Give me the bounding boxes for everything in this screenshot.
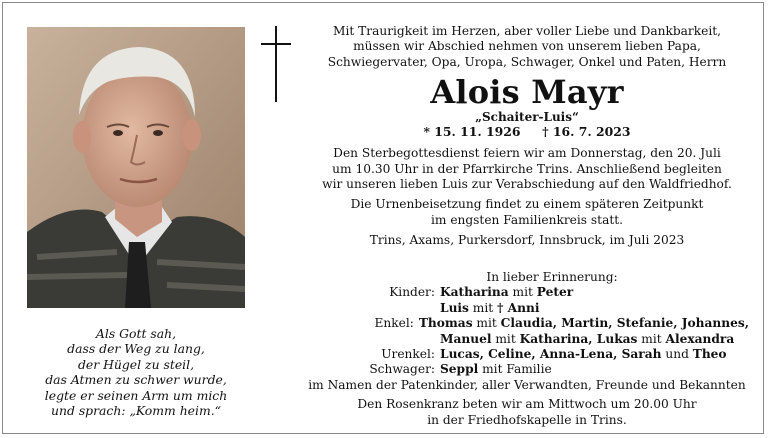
children-label: Kinder: (389, 285, 435, 300)
family-name: Katharina, Lukas (519, 331, 638, 346)
family-name: Lucas, Celine, Anna-Lena, Sarah (440, 347, 662, 362)
grandchildren-label: Enkel: (374, 316, 414, 331)
intro-line: Schwiegervater, Opa, Uropa, Schwager, Onkel und Paten, Herrn (327, 54, 727, 69)
family-joiner: mit (472, 316, 501, 331)
service-line: um 10.30 Uhr in der Pfarrkirche Trins. Anschließend begleiten (332, 161, 722, 176)
poem-line: der Hügel zu steil, (77, 356, 195, 372)
cross-icon (261, 24, 291, 104)
poem-line: legte er seinen Arm um mich (44, 387, 228, 403)
family-list (305, 270, 749, 428)
family-joiner: mit (491, 331, 520, 346)
poem (27, 326, 245, 418)
family-name: Katharina (440, 285, 509, 300)
life-dates (305, 124, 749, 140)
family-joiner: mit (468, 300, 498, 315)
urn-line: im engsten Familienkreis statt. (430, 212, 624, 227)
urn-line: Die Urnenbeisetzung findet zu einem späteren Zeitpunkt (350, 197, 704, 212)
urn-paragraph (305, 197, 749, 228)
portrait-photo (27, 27, 245, 308)
poem-line: und sprach: „Komm heim.“ (50, 403, 221, 419)
brother-in-law-label: Schwager: (369, 362, 435, 377)
intro-line: Mit Traurigkeit im Herzen, aber voller Liebe und Dankbarkeit, (332, 24, 722, 38)
family-name: Alexandra (665, 331, 735, 346)
family-name: Theo (692, 347, 727, 362)
family-row-children (305, 285, 749, 300)
family-name: Luis (440, 300, 469, 315)
service-paragraph (305, 146, 749, 192)
rosary-line: in der Friedhofskapelle in Trins. (427, 412, 627, 427)
family-name: Peter (536, 285, 574, 300)
great-grandchildren-label: Urenkel: (381, 347, 435, 362)
in-memory-heading: In lieber Erinnerung: (486, 270, 618, 284)
poem-line: das Atmen zu schwer wurde, (45, 372, 227, 388)
rosary-line: Den Rosenkranz beten wir am Mittwoch um 20.00 Uhr (357, 397, 697, 412)
family-name: † Anni (497, 300, 540, 315)
birth-date: * 15. 11. 1926 (423, 124, 521, 140)
deceased-name: Alois Mayr (430, 73, 624, 112)
family-joiner: mit Familie (478, 362, 552, 377)
death-date: † 16. 7. 2023 (542, 124, 631, 140)
family-row-children (305, 301, 749, 316)
family-joiner: mit (508, 285, 537, 300)
intro-line: müssen wir Abschied nehmen von unserem lieben Papa, (353, 39, 701, 54)
family-row-grandchildren (305, 316, 749, 331)
service-line: Den Sterbegottesdienst feiern wir am Donnerstag, den 20. Juli (333, 146, 721, 161)
family-name: Thomas (418, 316, 473, 331)
family-joiner: und (661, 347, 693, 362)
family-name: Claudia, Martin, Stefanie, Johannes, (500, 316, 749, 331)
family-joiner: mit (637, 331, 666, 346)
notice-text (305, 24, 749, 249)
closing-line: im Namen der Patenkinder, aller Verwandten, Freunde und Bekannten (308, 377, 746, 392)
nickname: „Schaiter-Luis“ (475, 110, 579, 125)
family-row-great-grandchildren (305, 347, 749, 362)
family-row-brother-in-law (305, 362, 749, 377)
place-date: Trins, Axams, Purkersdorf, Innsbruck, im Juli 2023 (369, 233, 685, 248)
family-name: Seppl (440, 362, 479, 377)
family-name: Manuel (440, 331, 492, 346)
poem-line: Als Gott sah, (95, 326, 177, 341)
poem-line: dass der Weg zu lang, (67, 341, 205, 357)
service-line: wir unseren lieben Luis zur Verabschiedung auf den Waldfriedhof. (322, 177, 732, 192)
family-row-grandchildren (305, 332, 749, 347)
